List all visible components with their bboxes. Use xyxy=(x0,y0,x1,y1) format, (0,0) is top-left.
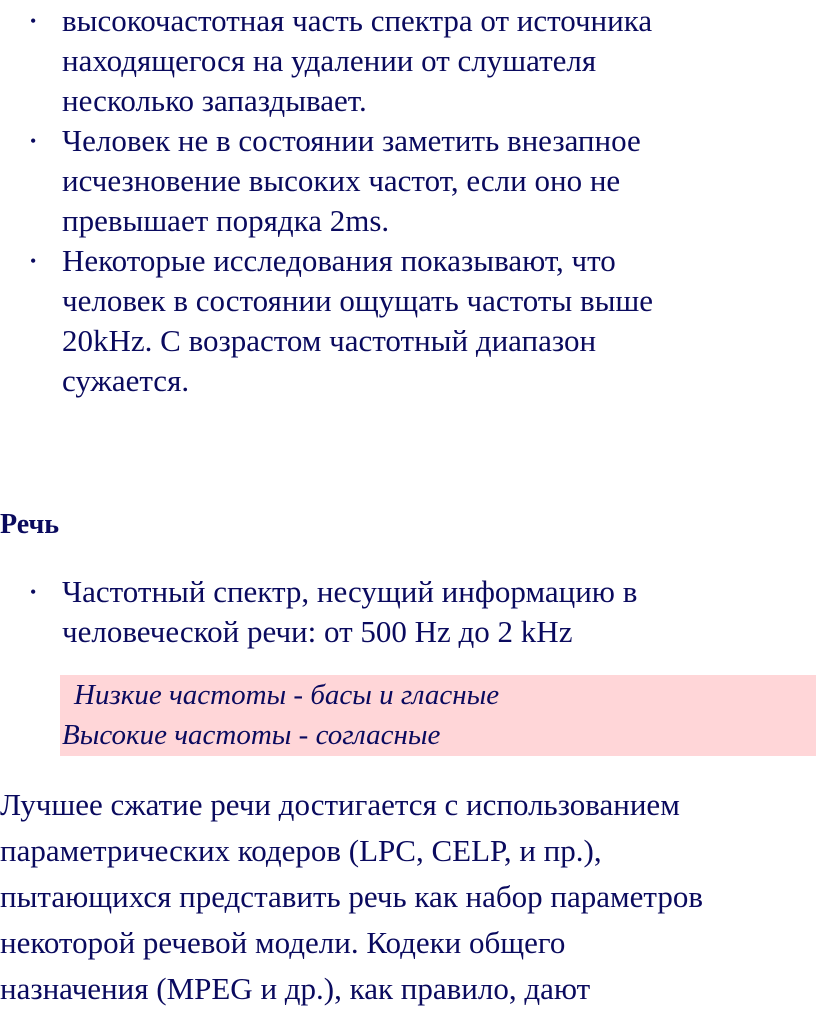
list-item-line: человек в состоянии ощущать частоты выше xyxy=(62,283,654,318)
paragraph-line: назначения (MPEG и др.), как правило, дают xyxy=(0,971,591,1006)
highlight-line: Высокие частоты - согласные xyxy=(62,719,441,751)
list-item-line: несколько запаздывает. xyxy=(62,83,367,118)
bullet-list-hearing xyxy=(0,1,816,401)
bullet-icon: • xyxy=(30,251,37,271)
bullet-icon: • xyxy=(30,11,37,31)
paragraph-line: пытающихся представить речь как набор параметров xyxy=(0,879,703,914)
highlight-box xyxy=(60,675,816,756)
list-item-line: сужается. xyxy=(62,363,190,398)
list-item-line: находящегося на удалении от слушателя xyxy=(62,43,597,78)
list-item-line: Частотный спектр, несущий информацию в xyxy=(62,574,638,609)
section-heading: Речь xyxy=(0,509,60,540)
paragraph-line: Лучшее сжатие речи достигается с использованием xyxy=(0,787,680,822)
list-item xyxy=(0,1,816,121)
list-item xyxy=(0,121,816,241)
paragraph-line: параметрических кодеров (LPC, CELP, и пр.), xyxy=(0,833,602,868)
list-item xyxy=(0,241,816,401)
bullet-icon: • xyxy=(30,131,37,151)
bullet-list-speech xyxy=(0,572,816,652)
list-item-line: Человек не в состоянии заметить внезапное xyxy=(62,123,641,158)
list-item xyxy=(0,572,816,652)
list-item-line: 20kHz. С возрастом частотный диапазон xyxy=(62,323,597,358)
list-item-line: Некоторые исследования показывают, что xyxy=(62,243,616,278)
list-item-line: высокочастотная часть спектра от источника xyxy=(62,3,653,38)
list-item-line: превышает порядка 2ms. xyxy=(62,203,390,238)
highlight-line: Низкие частоты - басы и гласные xyxy=(74,679,500,711)
bullet-icon: • xyxy=(30,582,37,602)
list-item-line: исчезновение высоких частот, если оно не xyxy=(62,163,621,198)
paragraph-line: некоторой речевой модели. Кодеки общего xyxy=(0,925,566,960)
body-paragraph xyxy=(0,782,816,1012)
list-item-line: человеческой речи: от 500 Hz до 2 kHz xyxy=(62,614,573,649)
